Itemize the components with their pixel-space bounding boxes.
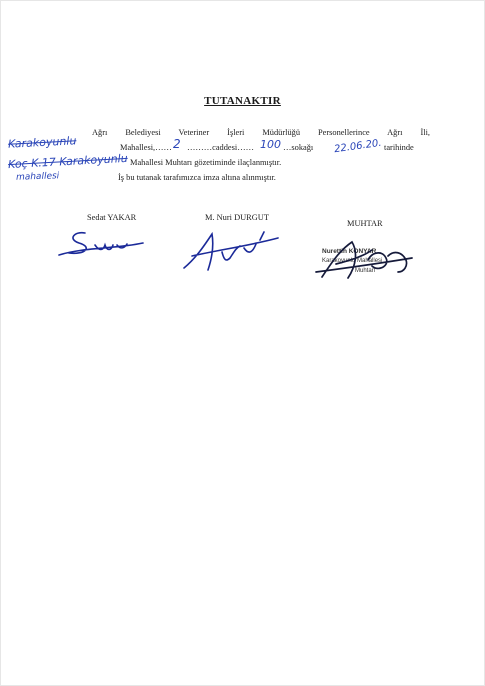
paragraph-line-2-cadde: ………caddesi…… <box>187 143 254 152</box>
signatory-name-2: M. Nuri DURGUT <box>205 213 269 222</box>
handwritten-mahalle-detail: Koç K.17 Karakoyunlu <box>7 151 128 172</box>
paragraph-line-3: Mahallesi Muhtarı gözetiminde ilaçlanmıştır. <box>130 158 282 167</box>
paragraph-line-2-tarih: tarihinde <box>384 143 414 152</box>
stamp-line-2: Karakoyunlu Mahallesi <box>322 258 383 264</box>
signature-muhtar <box>312 232 417 287</box>
document-title: TUTANAKTIR <box>204 95 281 107</box>
handwritten-sokak: 100 <box>260 138 281 151</box>
paragraph-line-1: Ağrı Belediyesi Veteriner İşleri Müdürlüğü Personellerince Ağrı İli, <box>92 128 430 137</box>
stamp-name: Nurettin KONYAR <box>322 248 377 255</box>
paragraph-line-2-mahalle: Mahallesi,…… <box>120 143 172 152</box>
handwritten-mahalle: Karakoyunlu <box>7 134 77 151</box>
paragraph-line-4: İş bu tutanak tarafımızca imza altına alınmıştır. <box>118 173 276 182</box>
signatory-name-1: Sedat YAKAR <box>87 213 137 222</box>
handwritten-cadde: 2 <box>173 137 181 151</box>
handwritten-note: mahallesi <box>15 171 60 183</box>
handwritten-tarih: 22.06.20. <box>333 137 383 156</box>
signature-nuri-durgut <box>178 228 283 276</box>
signatory-title-muhtar: MUHTAR <box>347 219 383 228</box>
paragraph-line-2-sokak: …sokağı <box>283 143 314 152</box>
stamp-line-3: Muhtarı <box>355 268 376 274</box>
signature-sedat-yakar <box>55 225 145 265</box>
